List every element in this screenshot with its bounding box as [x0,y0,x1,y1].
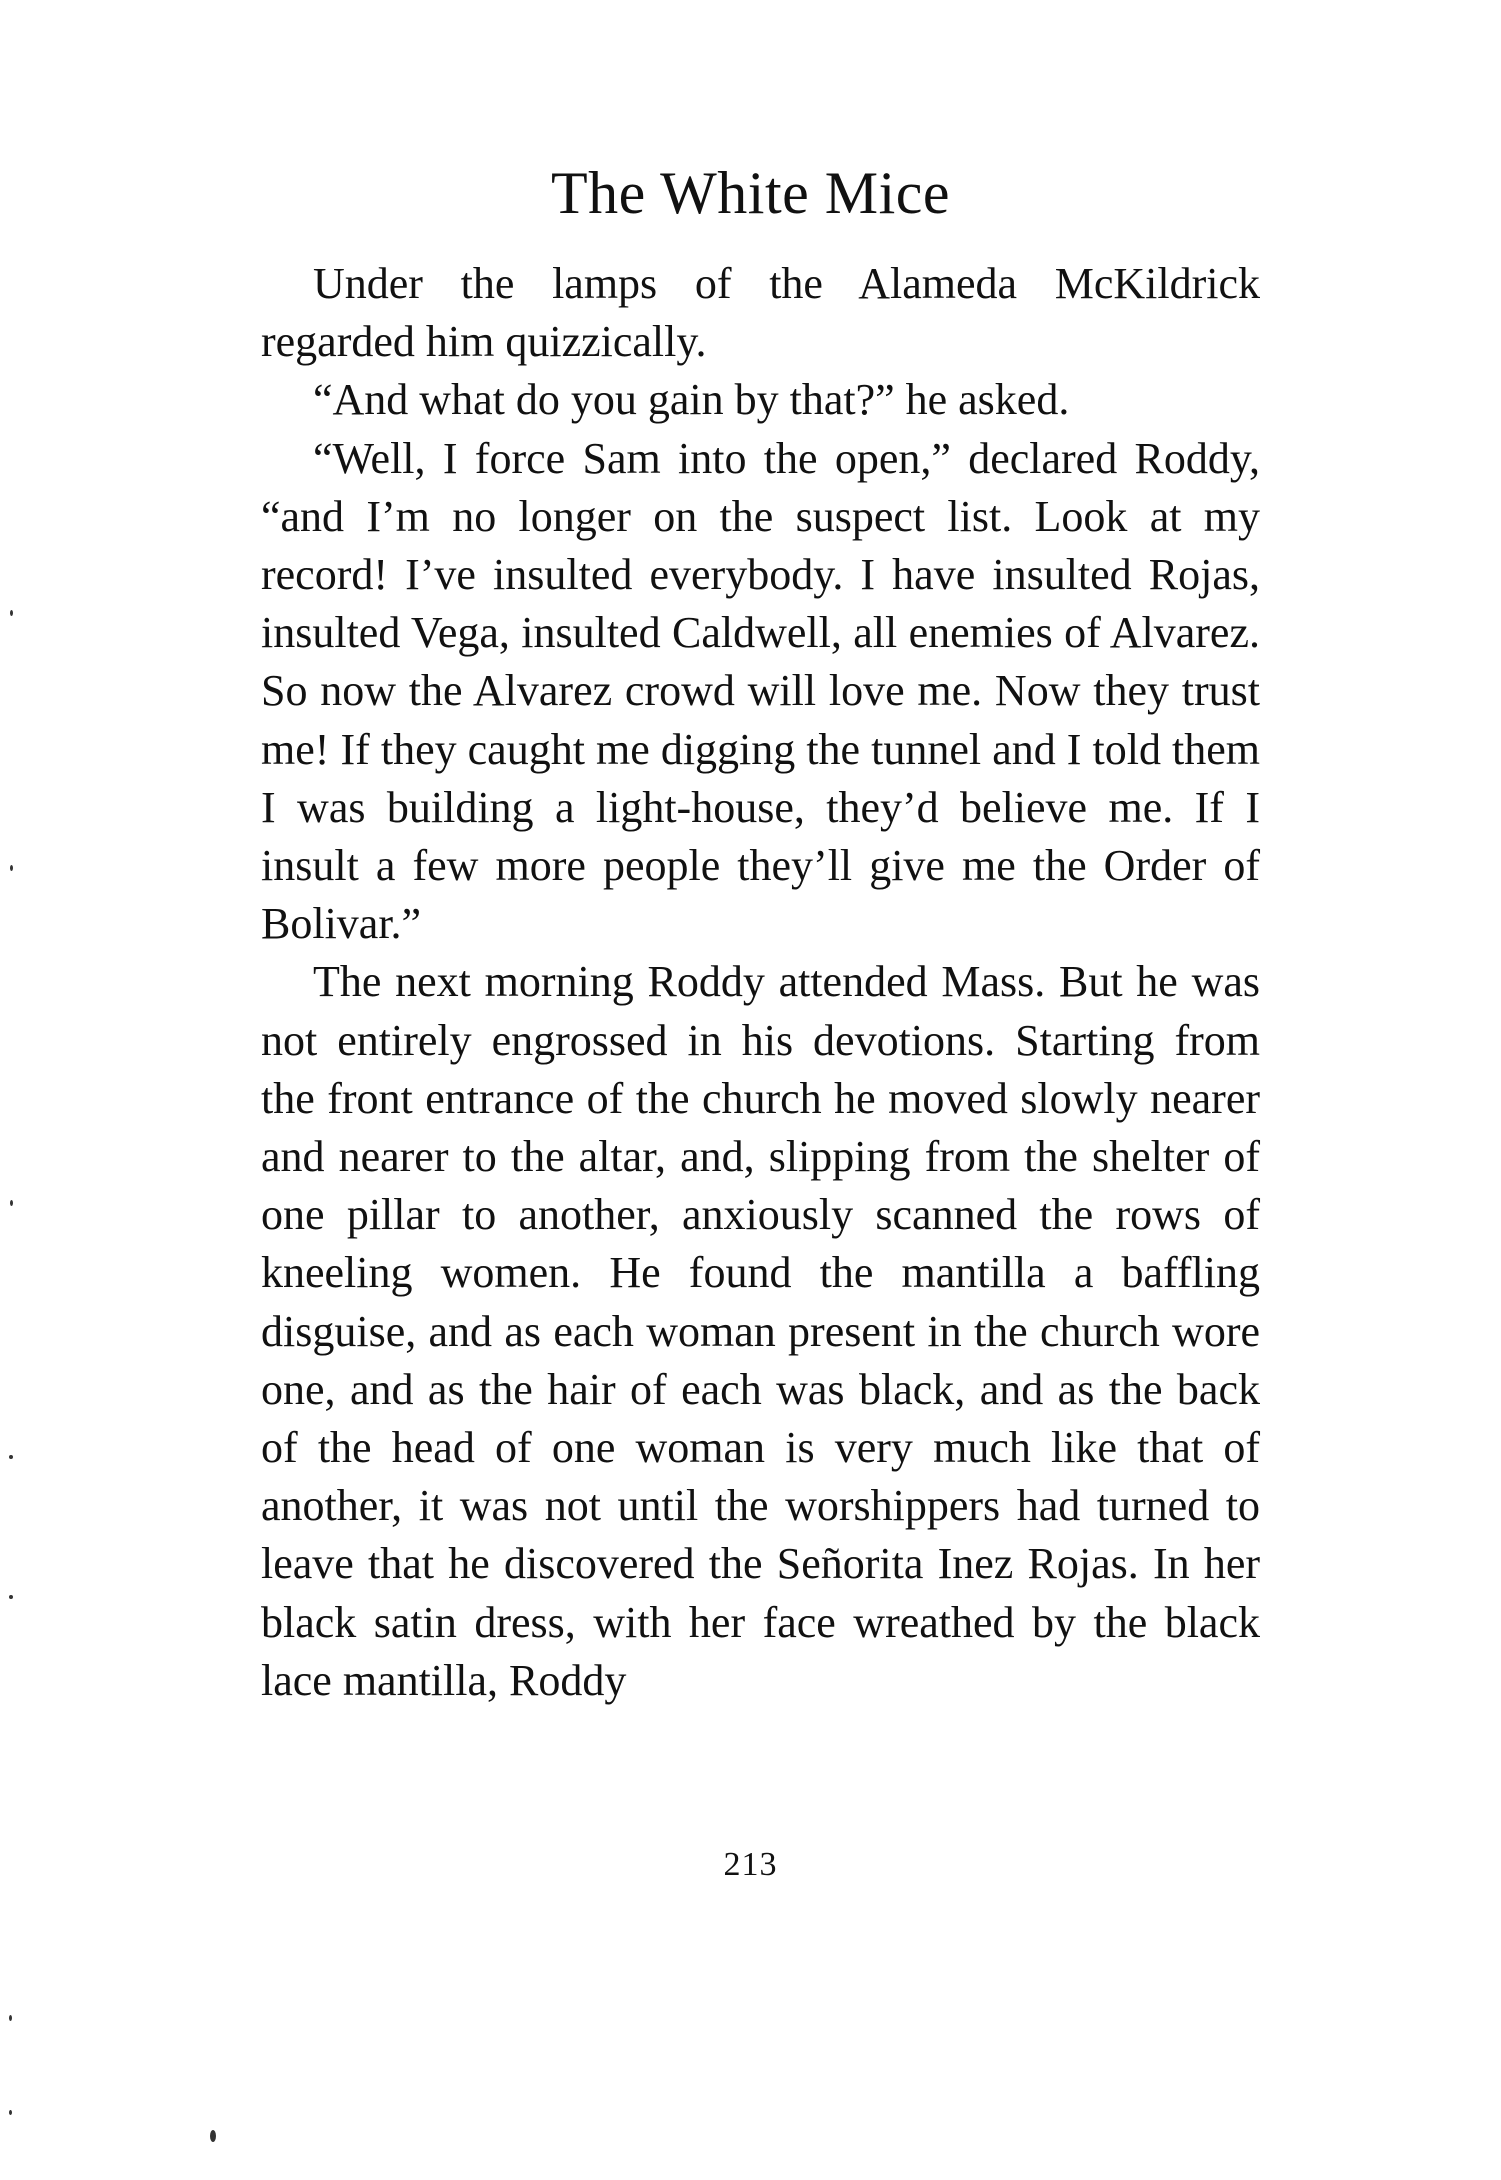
scan-speck [210,2130,216,2142]
running-title: The White Mice [550,160,951,226]
paragraph: The next morning Roddy attended Mass. But he was not entirely engrossed in his devotions. Starting from the front entrance of the church he moved slowly nearer and nearer to the altar, and, slipping from the shelter of one pillar to another, anxiously scanned the rows of kneeling women. He found the mantilla a baffling disguise, and as each woman present in the church wore one, and as the hair of each was black, and as the back of the head of one woman is very much like that of another, it was not until the worshippers had turned to leave that he discovered the Señorita Inez Rojas. In her black satin dress, with her face wreathed by the black lace mantilla, Roddy [261,957,1260,1705]
scan-speck [9,1455,13,1459]
scan-speck [10,865,13,871]
paragraph: “Well, I force Sam into the open,” declared Roddy, “and I’m no longer on the suspect list. Look at my record! I’ve insulted everybody. I have insulted Rojas, insulted Vega, insulted Caldwell, all enemies of Alvarez. So now the Alvarez crowd will love me. Now they trust me! If they caught me digging the tunnel and I told them I was building a light-house, they’d believe me. If I insult a few more people they’ll give me the Order of Bolivar.” [261,433,1260,949]
scan-speck [10,1200,13,1206]
page-number: 213 [723,1846,778,1883]
scan-speck [9,2015,12,2021]
paragraph: “And what do you gain by that?” he asked. [313,375,1070,425]
scan-speck [9,2110,12,2115]
scan-speck [9,1595,13,1599]
paragraph: Under the lamps of the Alameda McKildrick regarded him quizzically. [261,259,1260,367]
scan-speck [10,610,13,616]
body-text [261,255,1260,1710]
